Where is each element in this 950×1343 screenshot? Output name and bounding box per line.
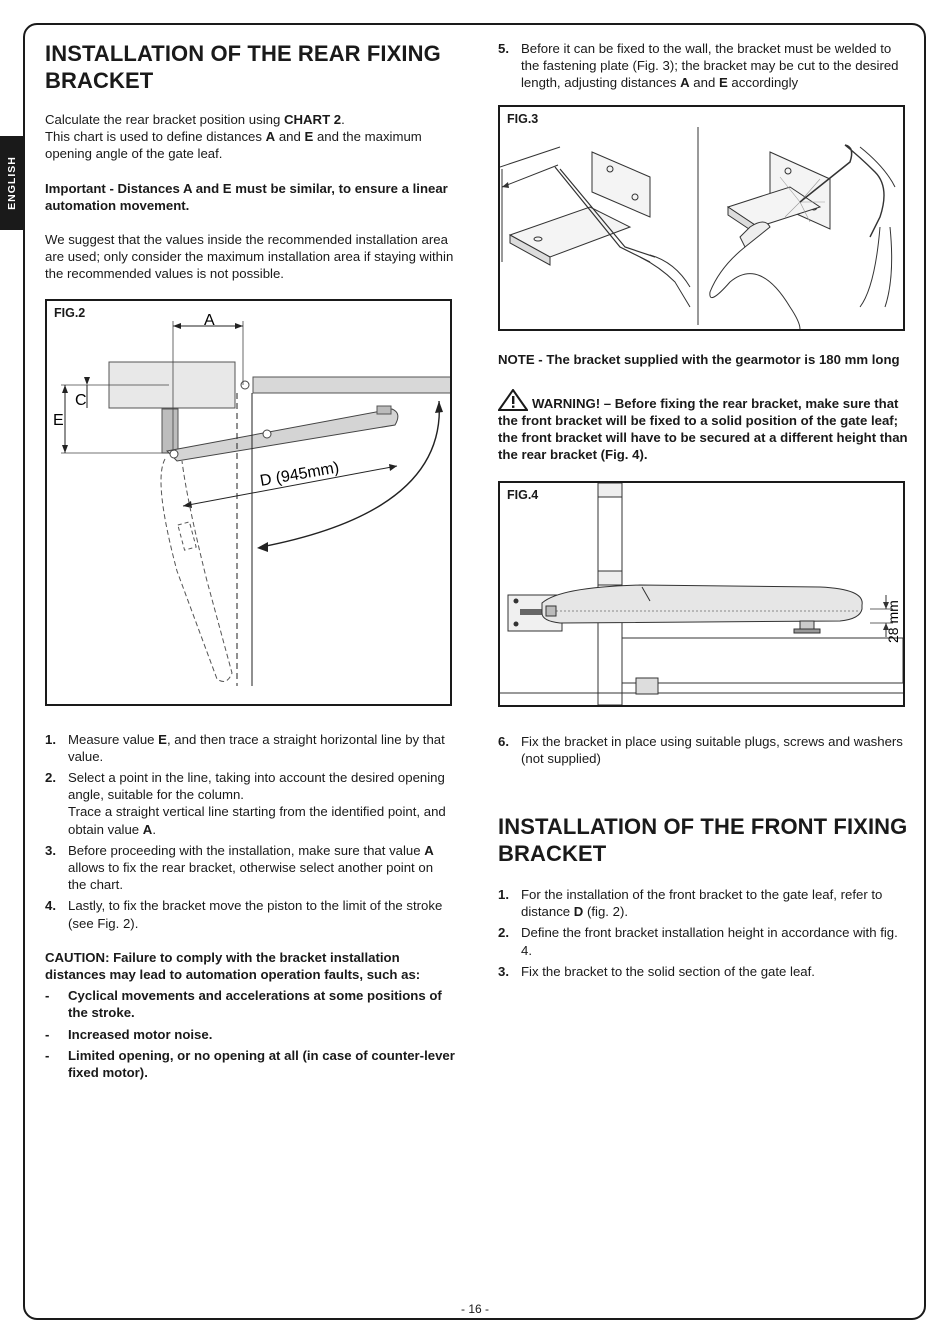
caution-text: CAUTION: Failure to comply with the bracket installation distances may lead to automation operation faults, such as: bbox=[45, 949, 421, 983]
figure-4-label: FIG.4 bbox=[507, 487, 539, 502]
list-item: 2. Select a point in the line, taking into account the desired opening angle, suitable for the column. Trace a straight vertical line starting from the identified point, and obtain value A. bbox=[45, 770, 446, 837]
language-label: ENGLISH bbox=[6, 156, 18, 210]
figure-2-label: FIG.2 bbox=[54, 305, 86, 320]
page-number: - 16 - bbox=[460, 1302, 489, 1316]
list-item: 2. Define the front bracket installation height in accordance with fig. 4. bbox=[498, 925, 898, 958]
caution-list bbox=[45, 987, 455, 1081]
dimension-d: D (945mm) bbox=[258, 458, 341, 490]
left-column bbox=[45, 40, 455, 1085]
list-item: - Increased motor noise. bbox=[45, 1026, 213, 1042]
list-item: - Cyclical movements and accelerations at some positions of the stroke. bbox=[45, 988, 442, 1021]
list-item: 1. For the installation of the front bracket to the gate leaf, refer to distance D (fig. 2). bbox=[498, 887, 883, 920]
figure-3 bbox=[498, 105, 905, 331]
list-item: 3. Before proceeding with the installation, make sure that value A allows to fix the rear bracket, otherwise select another point on the chart. bbox=[45, 842, 434, 893]
figure-4 bbox=[498, 481, 905, 707]
front-bracket-title: INSTALLATION OF THE FRONT FIXING BRACKET bbox=[498, 814, 908, 867]
suggestion-paragraph: We suggest that the values inside the recommended installation area are used; only consider the maximum installation area if staying within the recommended values is not possible. bbox=[45, 232, 454, 282]
important-note: Important - Distances A and E must be similar, to ensure a linear automation movement. bbox=[45, 180, 448, 213]
height-dimension: 28 mm bbox=[885, 599, 901, 643]
dimension-c: C bbox=[75, 391, 87, 409]
intro-paragraph: Calculate the rear bracket position using CHART 2. This chart is used to define distances A and E and the maximum opening angle of the gate leaf. bbox=[45, 112, 422, 162]
list-item: 3. Fix the bracket to the solid section of the gate leaf. bbox=[498, 963, 815, 979]
bracket-note: NOTE - The bracket supplied with the gearmotor is 180 mm long bbox=[498, 351, 900, 367]
figure-2-diagram bbox=[47, 301, 450, 704]
list-item: 1. Measure value E, and then trace a straight horizontal line by that value. bbox=[45, 731, 445, 764]
step6-list bbox=[498, 733, 908, 767]
figure-2 bbox=[45, 299, 452, 706]
rear-steps-list bbox=[45, 731, 455, 932]
list-item: 6. Fix the bracket in place using suitable plugs, screws and washers (not supplied) bbox=[498, 733, 903, 766]
step5-list bbox=[498, 40, 908, 92]
figure-3-label: FIG.3 bbox=[507, 111, 539, 126]
list-item: - Limited opening, or no opening at all (in case of counter-lever fixed motor). bbox=[45, 1047, 455, 1081]
list-item: 5. Before it can be fixed to the wall, the bracket must be welded to the fastening plate (Fig. 3); the bracket may be cut to the desired length, adjusting distances A and E accordingly bbox=[498, 41, 899, 91]
figure-4-diagram bbox=[500, 483, 903, 705]
warning-text: WARNING! – Before fixing the rear bracket, make sure that the front bracket will be fixed to a solid position of the gate leaf; the front bracket will have to be secured at a different height than the rear bracket (Fig. 4). bbox=[498, 389, 908, 464]
dimension-e: E bbox=[53, 411, 64, 429]
language-tab bbox=[0, 136, 24, 230]
warning-icon bbox=[498, 389, 528, 411]
right-column bbox=[498, 40, 908, 984]
dimension-a: A bbox=[204, 311, 215, 329]
list-item: 4. Lastly, to fix the bracket move the piston to the limit of the stroke (see Fig. 2). bbox=[45, 898, 443, 931]
rear-bracket-title: INSTALLATION OF THE REAR FIXING BRACKET bbox=[45, 41, 441, 93]
figure-3-diagram bbox=[500, 107, 903, 329]
front-steps-list bbox=[498, 886, 908, 980]
